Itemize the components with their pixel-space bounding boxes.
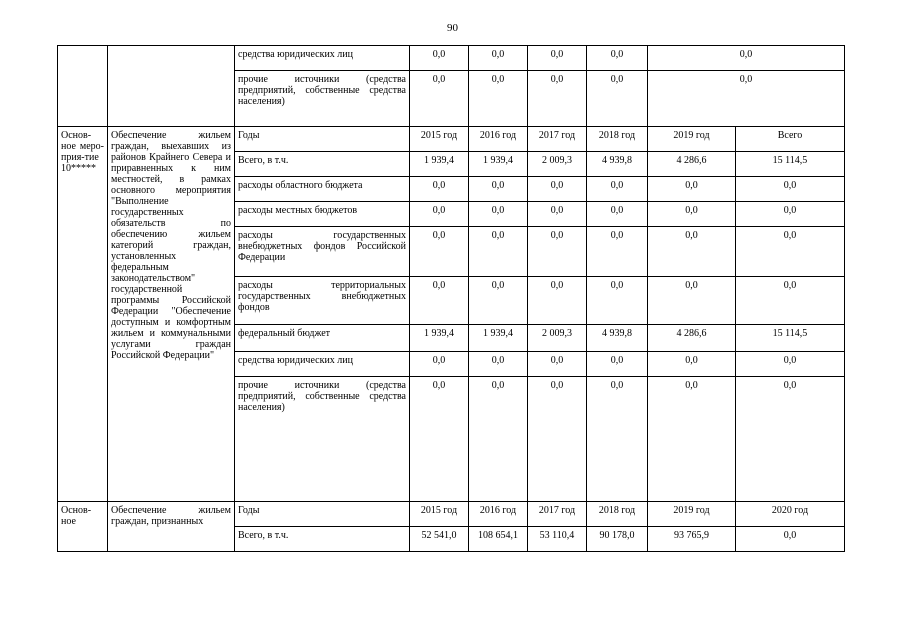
value-cell: 0,0	[648, 277, 736, 325]
value-cell: 52 541,0	[410, 527, 469, 552]
value-cell: 0,0	[469, 227, 528, 277]
value-cell: 0,0	[587, 352, 648, 377]
value-cell: 0,0	[469, 46, 528, 71]
year-header: 2016 год	[469, 502, 528, 527]
row-label: расходы областного бюджета	[235, 177, 410, 202]
measure-code: Основ-ное	[58, 502, 108, 552]
budget-table	[57, 45, 845, 552]
row-label: прочие источники (средства предприятий, собственные средства населения)	[235, 377, 410, 502]
value-cell: 93 765,9	[648, 527, 736, 552]
value-cell: 15 114,5	[736, 325, 845, 352]
value-cell: 0,0	[736, 227, 845, 277]
value-cell: 0,0	[648, 202, 736, 227]
value-cell: 0,0	[587, 277, 648, 325]
value-cell: 0,0	[410, 352, 469, 377]
description-cell-empty	[108, 46, 235, 127]
value-cell: 0,0	[410, 277, 469, 325]
table-row	[58, 46, 845, 71]
value-cell: 0,0	[528, 277, 587, 325]
value-cell: 0,0	[736, 277, 845, 325]
value-cell: 0,0	[469, 177, 528, 202]
value-cell: 0,0	[410, 377, 469, 502]
row-label: Всего, в т.ч.	[235, 152, 410, 177]
row-label: расходы государственных внебюджетных фондов Российской Федерации	[235, 227, 410, 277]
value-cell: 0,0	[528, 177, 587, 202]
value-cell: 0,0	[736, 377, 845, 502]
row-label: средства юридических лиц	[235, 46, 410, 71]
value-cell: 4 286,6	[648, 325, 736, 352]
value-cell: 0,0	[528, 352, 587, 377]
year-header: 2020 год	[736, 502, 845, 527]
year-header: 2017 год	[528, 127, 587, 152]
value-cell: 0,0	[587, 202, 648, 227]
value-cell: 0,0	[648, 352, 736, 377]
code-cell-empty	[58, 46, 108, 127]
value-cell: 0,0	[469, 377, 528, 502]
value-cell: 90 178,0	[587, 527, 648, 552]
measure-code: Основ-ное меро-прия-тие 10*****	[58, 127, 108, 502]
value-cell: 0,0	[648, 227, 736, 277]
measure-description: Обеспечение жильем граждан, признанных	[108, 502, 235, 552]
year-header: 2018 год	[587, 502, 648, 527]
value-cell: 0,0	[528, 71, 587, 127]
value-cell: 0,0	[587, 177, 648, 202]
value-cell: 0,0	[410, 202, 469, 227]
value-cell: 0,0	[528, 227, 587, 277]
row-label: Всего, в т.ч.	[235, 527, 410, 552]
year-header: 2017 год	[528, 502, 587, 527]
year-header: 2016 год	[469, 127, 528, 152]
value-cell: 0,0	[469, 277, 528, 325]
value-cell: 0,0	[587, 227, 648, 277]
page-number: 90	[447, 22, 458, 34]
value-cell: 0,0	[410, 177, 469, 202]
value-cell: 108 654,1	[469, 527, 528, 552]
years-label: Годы	[235, 502, 410, 527]
value-cell: 0,0	[528, 46, 587, 71]
value-cell: 0,0	[528, 202, 587, 227]
row-label: расходы местных бюджетов	[235, 202, 410, 227]
value-cell: 0,0	[410, 71, 469, 127]
value-cell: 1 939,4	[469, 152, 528, 177]
value-cell: 0,0	[410, 46, 469, 71]
row-label: расходы территориальных государственных внебюджетных фондов	[235, 277, 410, 325]
row-label: федеральный бюджет	[235, 325, 410, 352]
value-cell: 0,0	[736, 202, 845, 227]
value-cell: 0,0	[469, 71, 528, 127]
value-cell: 4 939,8	[587, 325, 648, 352]
value-cell: 2 009,3	[528, 325, 587, 352]
merged-value-cell: 0,0	[648, 71, 845, 127]
row-label: прочие источники (средства предприятий, собственные средства населения)	[235, 71, 410, 127]
value-cell: 0,0	[528, 377, 587, 502]
total-header: Всего	[736, 127, 845, 152]
value-cell: 0,0	[587, 71, 648, 127]
year-header: 2019 год	[648, 127, 736, 152]
value-cell: 0,0	[410, 227, 469, 277]
value-cell: 0,0	[648, 177, 736, 202]
value-cell: 0,0	[587, 377, 648, 502]
value-cell: 0,0	[469, 202, 528, 227]
year-header: 2015 год	[410, 502, 469, 527]
value-cell: 53 110,4	[528, 527, 587, 552]
year-header: 2015 год	[410, 127, 469, 152]
value-cell: 15 114,5	[736, 152, 845, 177]
value-cell: 0,0	[736, 527, 845, 552]
table-row-header	[58, 502, 845, 527]
year-header: 2019 год	[648, 502, 736, 527]
year-header: 2018 год	[587, 127, 648, 152]
value-cell: 0,0	[736, 177, 845, 202]
value-cell: 1 939,4	[410, 152, 469, 177]
measure-description: Обеспечение жильем граждан, выехавших из районов Крайнего Севера и приравненных к ним местностей, в рамках основного мероприятия "Выполнение государственных обязательств по обеспечению жильем категорий граждан, установленных федеральным законодательством" государственной программы Российской Федерации "Обеспечение доступным и комфортным жильем и коммунальными услугами граждан Российской Федерации"	[108, 127, 235, 502]
value-cell: 0,0	[587, 46, 648, 71]
value-cell: 0,0	[736, 352, 845, 377]
table-row-header	[58, 127, 845, 152]
value-cell: 0,0	[648, 377, 736, 502]
value-cell: 1 939,4	[469, 325, 528, 352]
value-cell: 4 286,6	[648, 152, 736, 177]
value-cell: 1 939,4	[410, 325, 469, 352]
row-label: средства юридических лиц	[235, 352, 410, 377]
years-label: Годы	[235, 127, 410, 152]
value-cell: 2 009,3	[528, 152, 587, 177]
value-cell: 0,0	[469, 352, 528, 377]
merged-value-cell: 0,0	[648, 46, 845, 71]
value-cell: 4 939,8	[587, 152, 648, 177]
